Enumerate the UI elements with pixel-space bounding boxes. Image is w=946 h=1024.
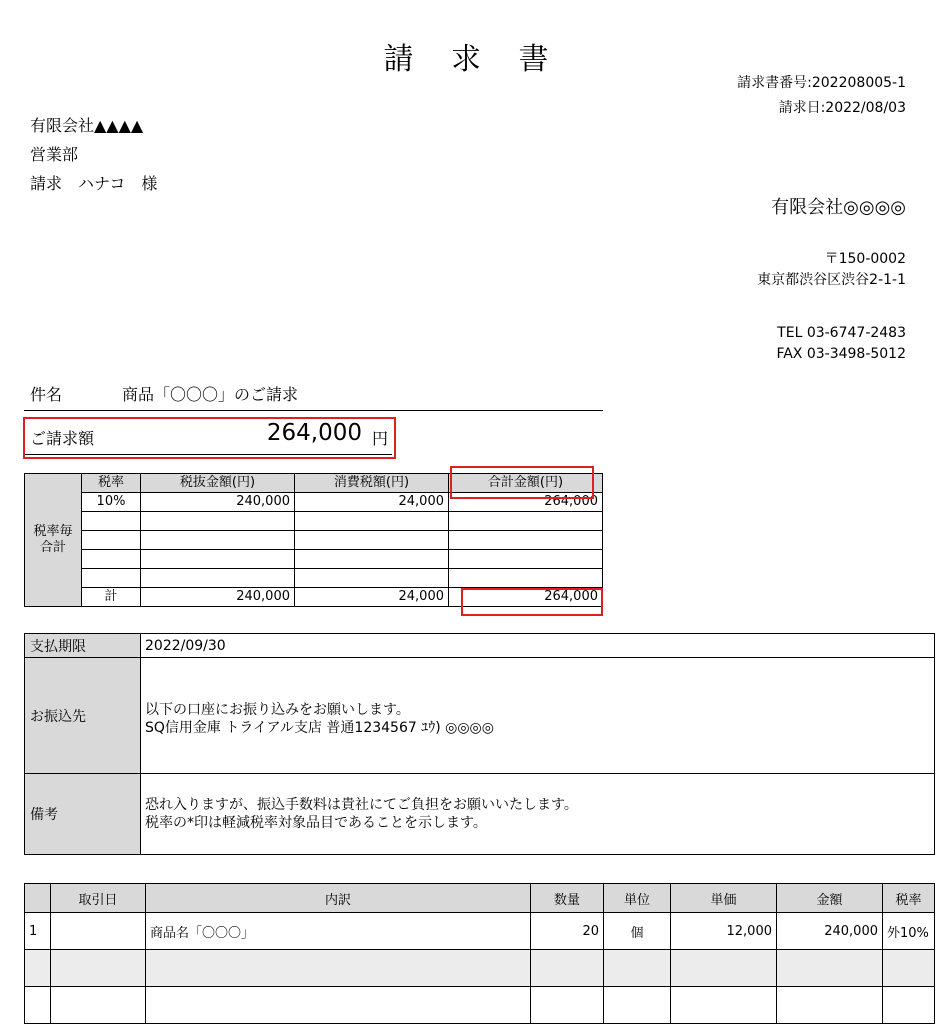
tax-row [25,531,603,550]
due-label: 支払期限 [25,634,141,658]
items-header-tax: 税率 [883,884,935,913]
tax-row [25,569,603,588]
sender-fax: FAX 03-3498-5012 [776,346,906,362]
recipient-company: 有限会社▲▲▲▲ [30,116,144,135]
invoice-number: 請求書番号:202208005-1 [737,75,906,91]
tax-header-net: 税抜金額(円) [141,474,295,493]
amount-unit: 円 [372,429,389,448]
subject-underline [24,410,603,411]
amount-value: 264,000 [266,420,362,446]
line-items-table [24,883,935,1024]
items-header-unit: 単位 [604,884,671,913]
invoice-date: 請求日:2022/08/03 [778,100,906,116]
sender-postal: 〒150-0002 [824,251,906,267]
tax-header-total: 合計金額(円) [449,474,603,493]
subject-value: 商品「〇〇〇」のご請求 [122,385,299,404]
sender-company: 有限会社◎◎◎◎ [771,197,906,218]
items-header-date: 取引日 [51,884,146,913]
tax-row [25,512,603,531]
recipient-person: 請求 ハナコ 様 [30,174,158,193]
highlight-total-header-box [450,466,594,499]
transfer-info: 以下の口座にお振り込みをお願いします。 SQ信用金庫 トライアル支店 普通1234567 ﾕｳ) ◎◎◎◎ [141,658,935,774]
tax-side-label: 税率毎 合計 [25,474,82,607]
note-info: 恐れ入りますが、振込手数料は貴社にてご負担をお願いいたします。 税率の*印は軽減税率対象品目であることを示します。 [141,774,935,855]
tax-header-rate: 税率 [82,474,141,493]
items-header-qty: 数量 [531,884,604,913]
table-row [25,987,935,1024]
amount-label: ご請求額 [30,429,95,448]
tax-grand-total: 264,000 [449,588,603,607]
items-header-amount: 金額 [777,884,883,913]
highlight-grand-total-box [461,588,603,616]
items-header-price: 単価 [671,884,777,913]
sender-address: 東京都渋谷区渋谷2-1-1 [757,272,906,288]
tax-header-tax: 消費税額(円) [295,474,449,493]
table-row: 1 商品名「〇〇〇」 20 個 12,000 240,000 外10% [25,913,935,950]
sender-tel: TEL 03-6747-2483 [777,325,906,341]
payment-info-table [24,633,935,855]
table-row [25,950,935,987]
recipient-department: 営業部 [30,145,79,164]
note-label: 備考 [25,774,141,855]
items-header-desc: 内訳 [146,884,531,913]
subject-label: 件名 [30,385,63,404]
tax-row: 10% 240,000 24,000 264,000 [25,493,603,512]
highlight-amount-box [23,417,396,459]
due-value: 2022/09/30 [141,634,935,658]
tax-total-row: 計 240,000 24,000 264,000 [25,588,603,607]
document-title: 請 求 書 [383,42,563,77]
transfer-label: お振込先 [25,658,141,774]
tax-row [25,550,603,569]
